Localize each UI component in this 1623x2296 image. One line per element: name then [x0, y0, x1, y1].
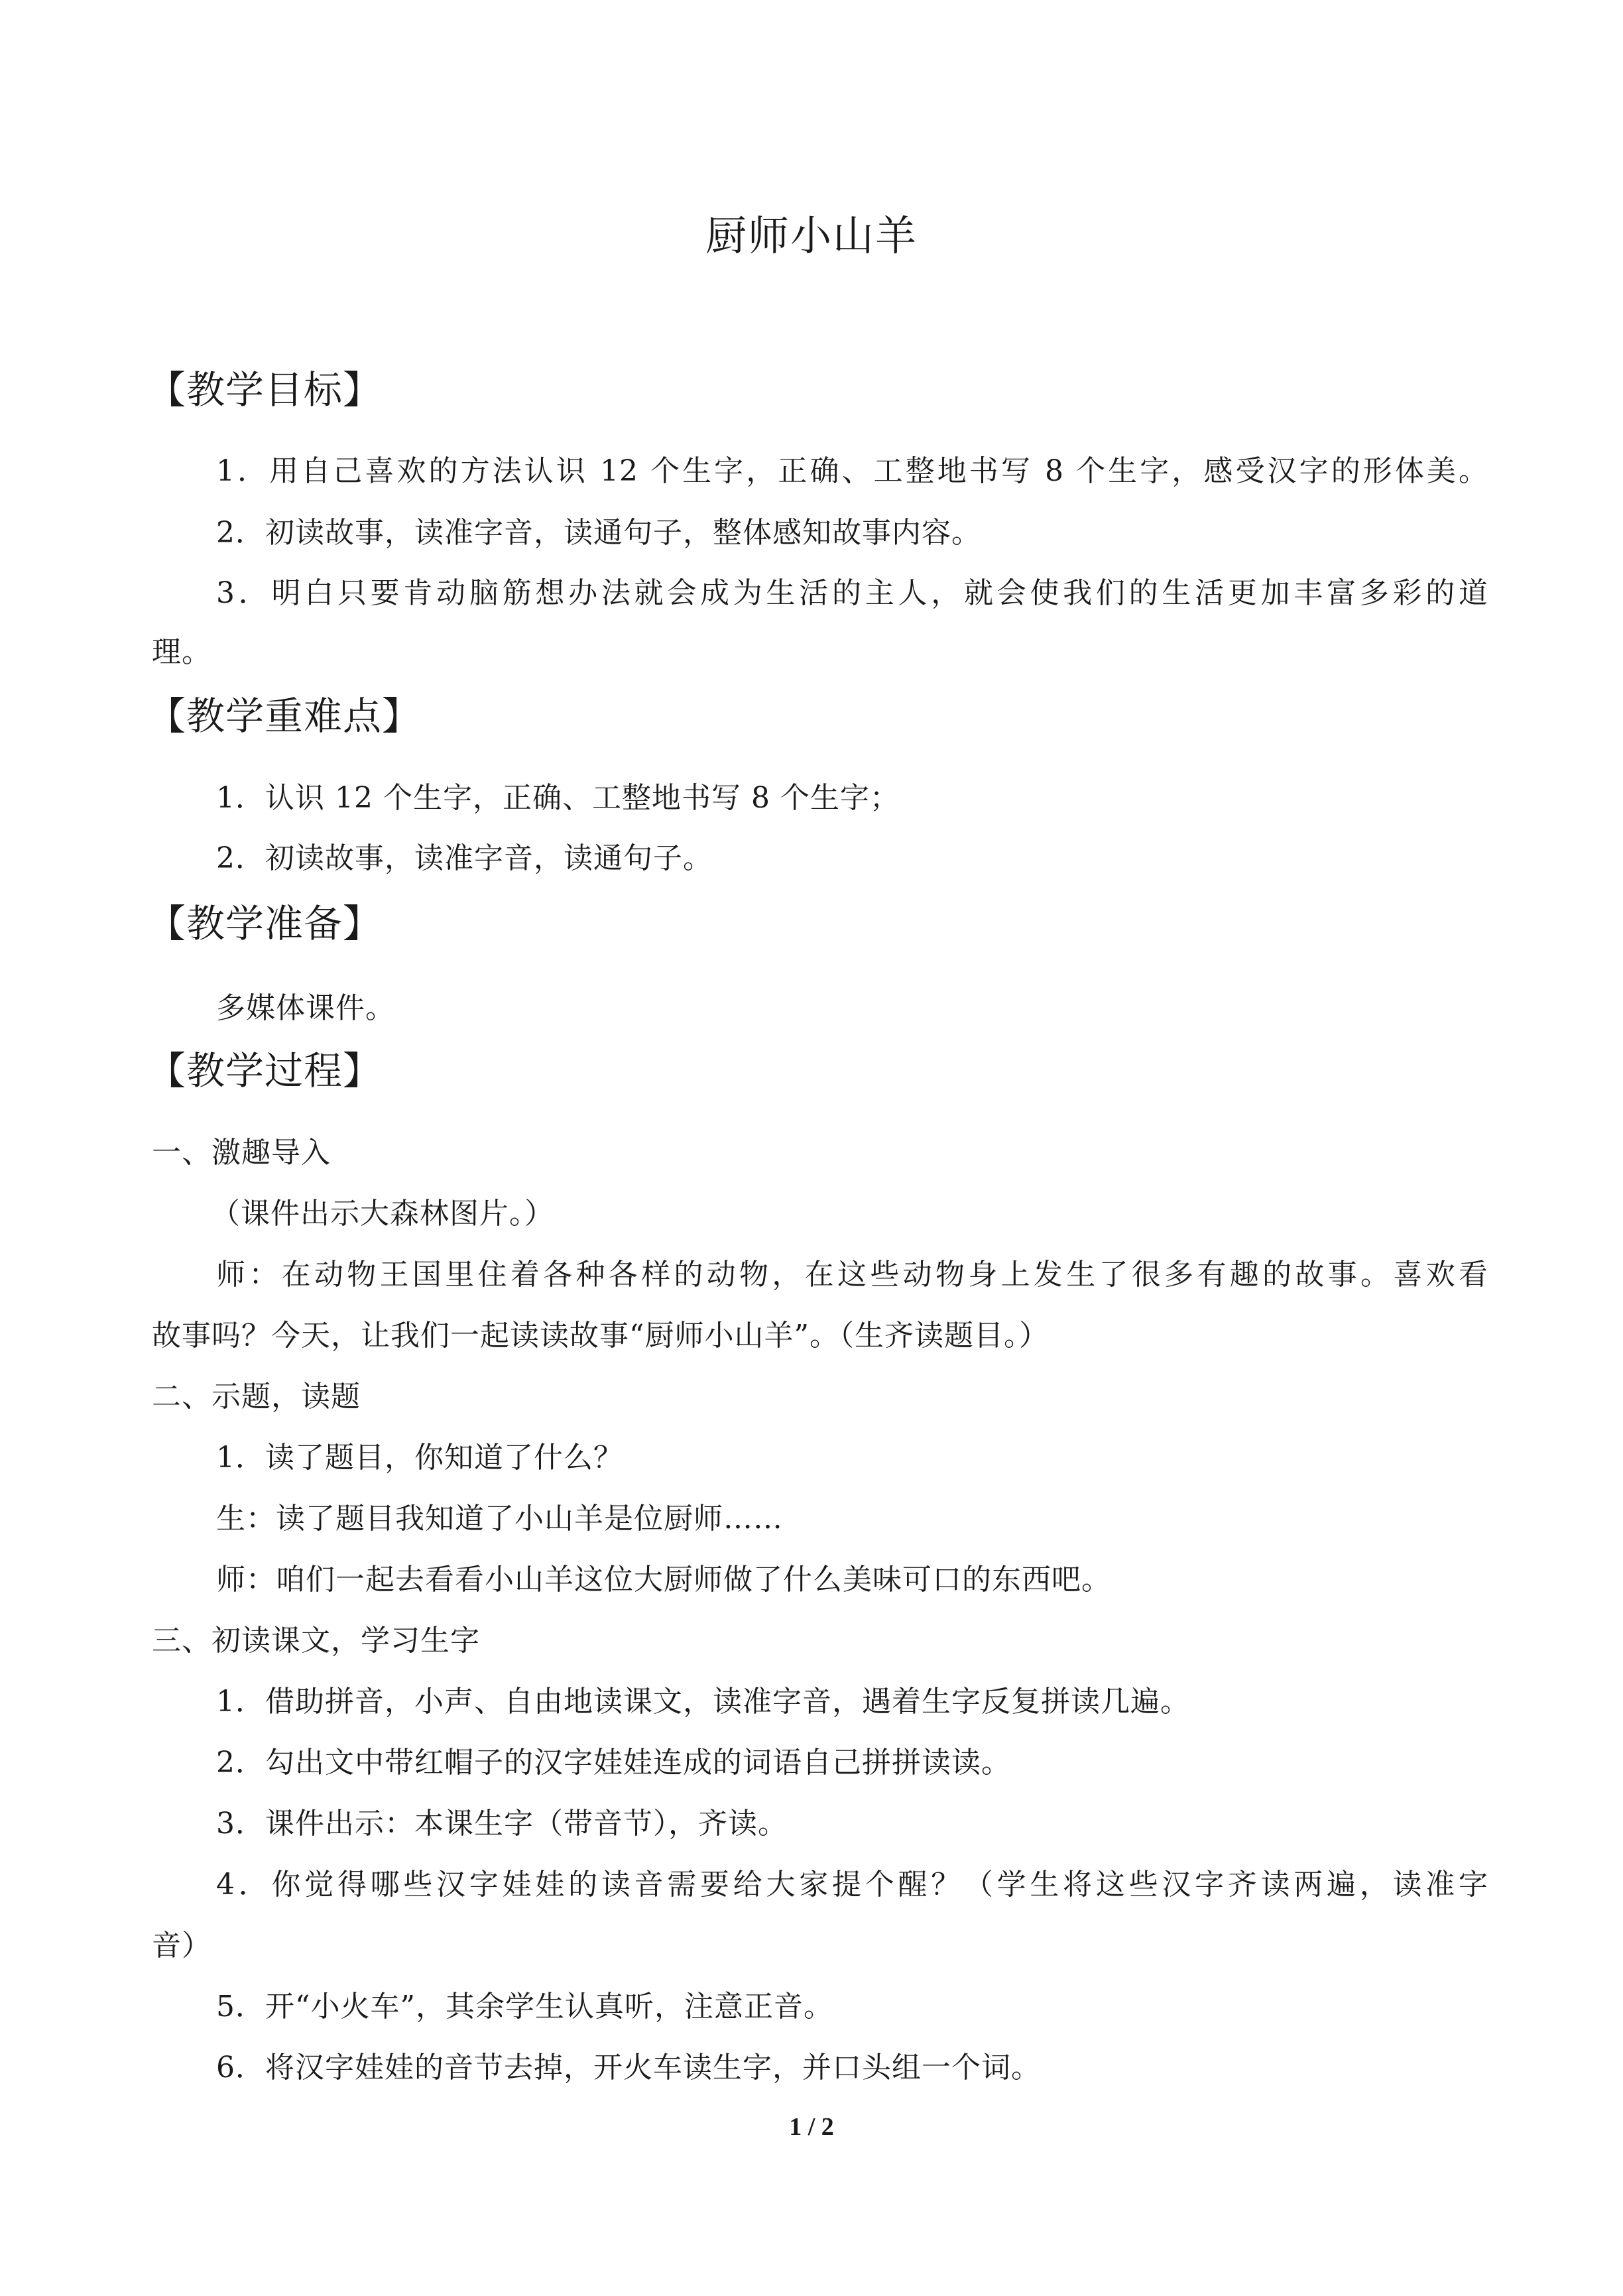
- objective-item-3-cont: 理。: [152, 635, 211, 669]
- process-step-heading-1: 一、激趣导入: [152, 1136, 331, 1170]
- process-step-heading-2: 二、示题，读题: [152, 1380, 361, 1414]
- process-line: 1．借助拼音，小声、自由地读课文，读准字音，遇着生字反复拼读几遍。: [216, 1685, 1190, 1719]
- section-heading-preparation: 【教学准备】: [147, 901, 383, 946]
- objective-item-2: 2．初读故事，读准字音，读通句子，整体感知故事内容。: [216, 516, 981, 550]
- key-point-item-2: 2．初读故事，读准字音，读通句子。: [216, 841, 713, 875]
- key-point-item-1: 1．认识 12 个生字，正确、工整地书写 8 个生字；: [216, 781, 900, 815]
- process-line: 师：在动物王国里住着各种各样的动物，在这些动物身上发生了很多有趣的故事。喜欢看: [216, 1258, 1488, 1292]
- process-line: 1．读了题目，你知道了什么？: [216, 1441, 623, 1475]
- page-number: 1 / 2: [789, 2113, 834, 2141]
- process-line: 5．开“小火车”，其余学生认真听，注意正音。: [216, 1990, 833, 2024]
- objective-item-3: 3．明白只要肯动脑筋想办法就会成为生活的主人，就会使我们的生活更加丰富多彩的道: [216, 576, 1488, 610]
- section-heading-key-points: 【教学重难点】: [147, 694, 422, 739]
- document-title: 厨师小山羊: [705, 211, 918, 260]
- process-line: 6．将汉字娃娃的音节去掉，开火车读生字，并口头组一个词。: [216, 2051, 1041, 2085]
- section-heading-process: 【教学过程】: [147, 1048, 383, 1093]
- process-line: 师：咱们一起去看看小山羊这位大厨师做了什么美味可口的东西吧。: [216, 1563, 1111, 1597]
- process-line: 3．课件出示：本课生字（带音节），齐读。: [216, 1807, 788, 1841]
- section-heading-objectives: 【教学目标】: [147, 367, 383, 412]
- objective-item-1: 1．用自己喜欢的方法认识 12 个生字，正确、工整地书写 8 个生字，感受汉字的形体美。: [216, 454, 1488, 488]
- process-line: 音）: [152, 1929, 211, 1963]
- process-step-heading-3: 三、初读课文，学习生字: [152, 1624, 480, 1658]
- process-line: 生：读了题目我知道了小山羊是位厨师……: [216, 1502, 783, 1536]
- process-line: 4．你觉得哪些汉字娃娃的读音需要给大家提个醒？（学生将这些汉字齐读两遍，读准字: [216, 1868, 1488, 1902]
- process-line: 故事吗？今天，让我们一起读读故事“厨师小山羊”。（生齐读题目。）: [152, 1319, 1049, 1353]
- preparation-item-1: 多媒体课件。: [216, 991, 395, 1025]
- process-line: （课件出示大森林图片。）: [211, 1197, 554, 1231]
- process-line: 2．勾出文中带红帽子的汉字娃娃连成的词语自己拼拼读读。: [216, 1746, 1011, 1780]
